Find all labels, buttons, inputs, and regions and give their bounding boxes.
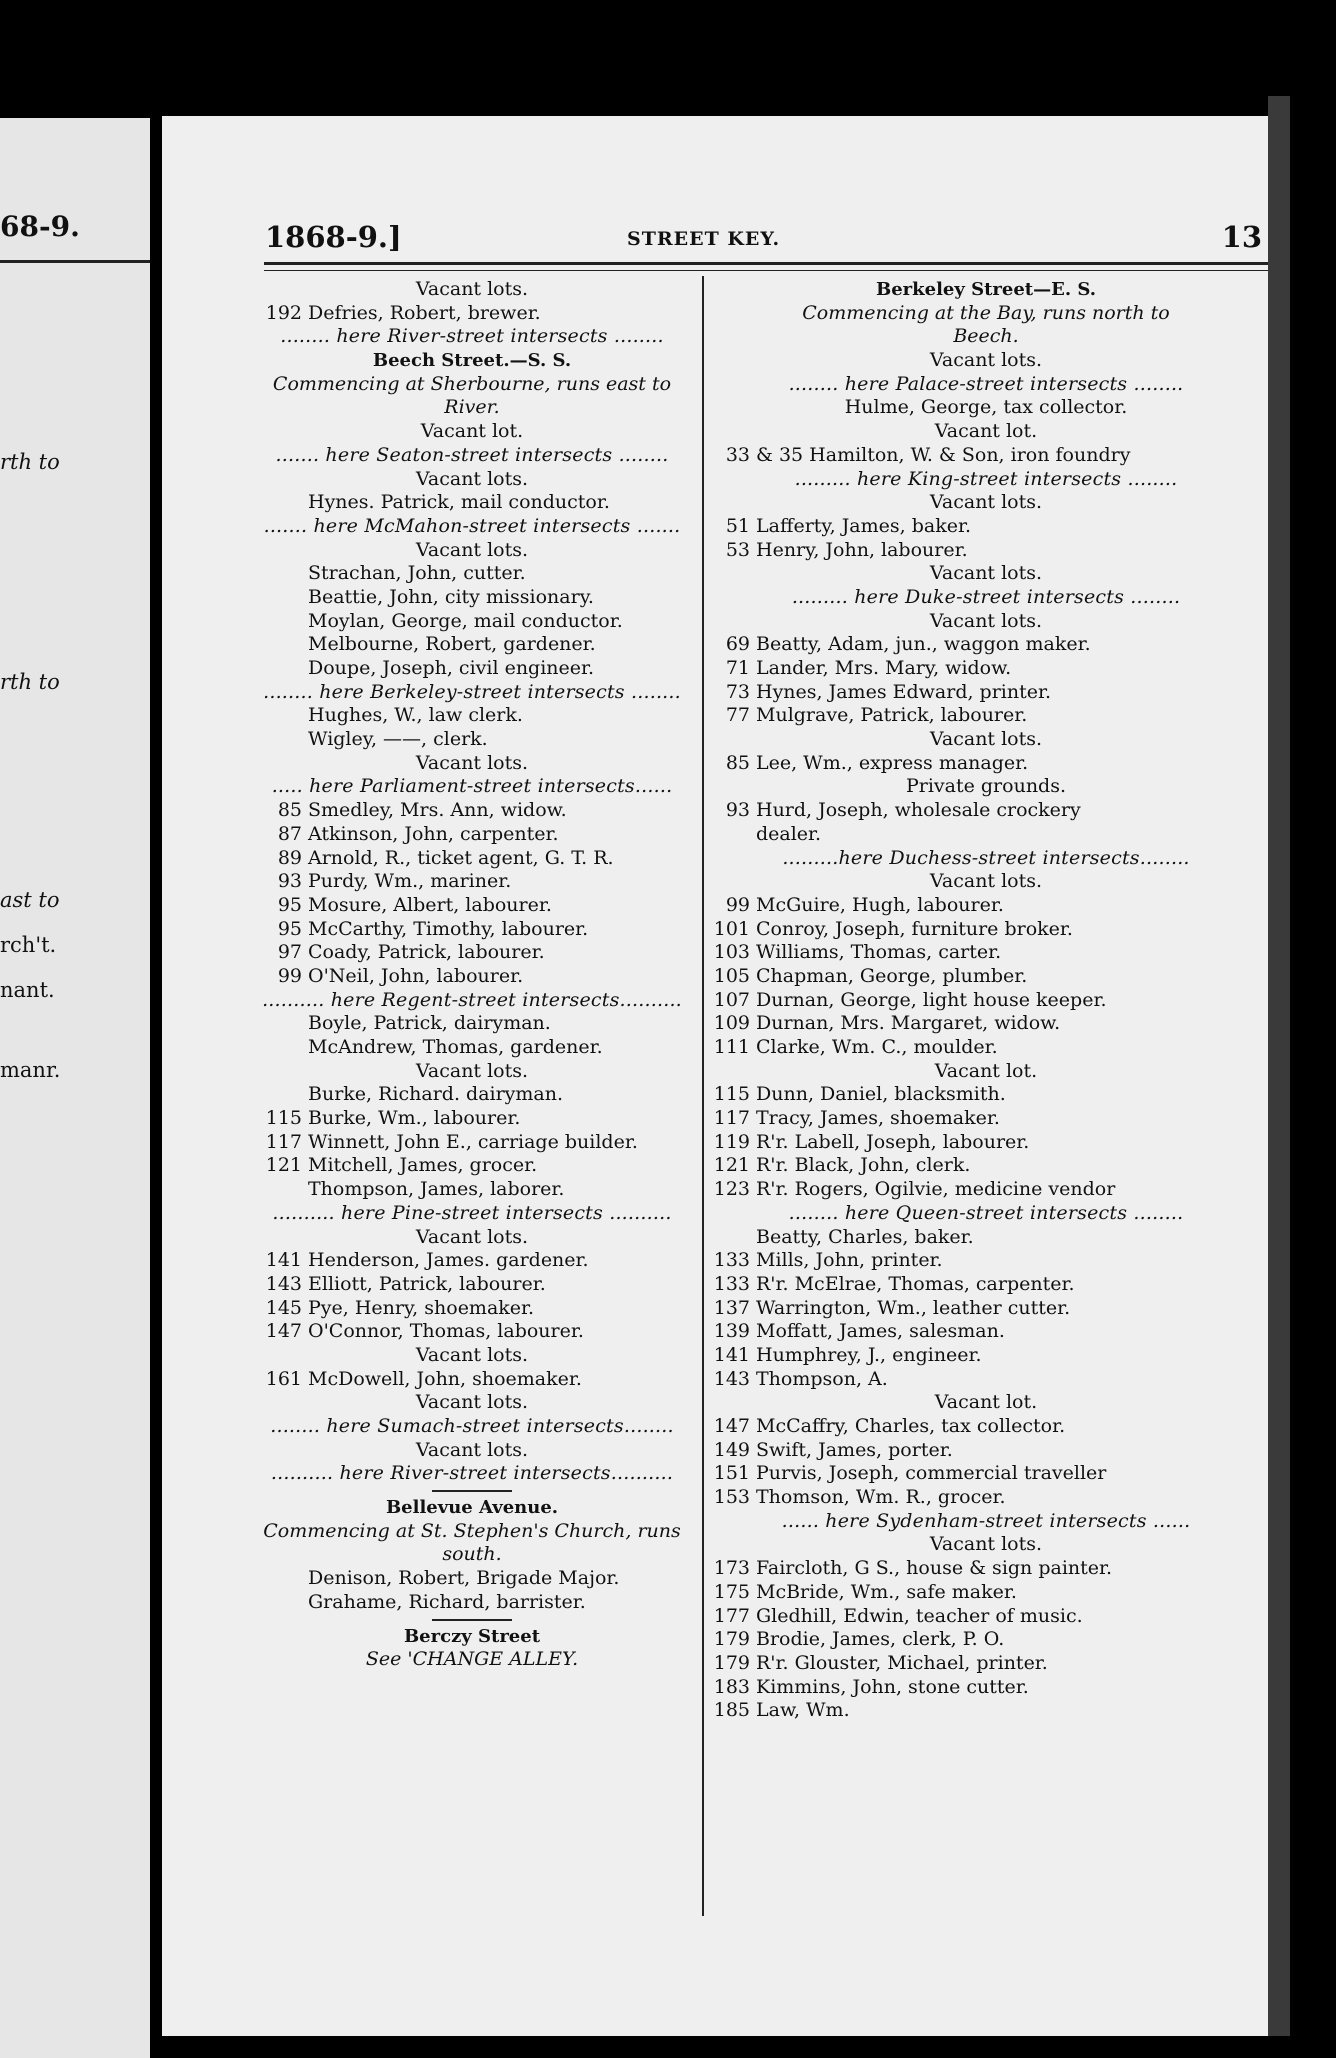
directory-entry: [262, 799, 682, 823]
page-edge-shadow: [1268, 96, 1290, 2036]
entry-text: Burke, Richard. dairyman.: [308, 1083, 564, 1106]
previous-page-fragment: rth to: [0, 450, 60, 474]
entry-text: Atkinson, John, carpenter.: [308, 822, 559, 845]
street-description: Commencing at the Bay, runs north to: [802, 301, 1170, 324]
directory-entry: [710, 823, 1262, 847]
street-description: River.: [444, 396, 500, 419]
entry-text: Doupe, Joseph, civil engineer.: [308, 657, 595, 679]
directory-entry: [710, 1676, 1262, 1700]
entry-text: McBride, Wm., safe maker.: [756, 1580, 1017, 1603]
directory-entry: [262, 894, 682, 918]
page-number: 13: [1221, 220, 1262, 254]
entry-text: Warrington, Wm., leather cutter.: [756, 1296, 1071, 1319]
street-number: 151: [713, 1462, 750, 1485]
entry-text: Defries, Robert, brewer.: [308, 301, 541, 324]
street-description: Beech.: [953, 325, 1019, 348]
entry-text: Denison, Robert, Brigade Major.: [308, 1567, 620, 1590]
directory-entry: [710, 1368, 1262, 1392]
directory-entry: [710, 1178, 1262, 1202]
directory-entry: [262, 847, 682, 871]
directory-entry: [262, 941, 682, 965]
street-number: 53: [725, 538, 750, 561]
entry-text: Strachan, John, cutter.: [308, 562, 526, 585]
entry-text: O'Neil, John, labourer.: [308, 964, 524, 987]
vacant-note: Vacant lots.: [415, 751, 529, 774]
vacant-note: Vacant lots.: [929, 562, 1043, 585]
directory-entry: [710, 1249, 1262, 1273]
intersection-note: ..... here Parliament-street intersects......: [271, 775, 673, 798]
directory-entry: [262, 610, 682, 634]
vacant-note: Private grounds.: [905, 775, 1067, 798]
directory-entry: [710, 1415, 1262, 1439]
street-number: 99: [725, 893, 750, 916]
directory-entry: [710, 1462, 1262, 1486]
entry-text: Conroy, Joseph, furniture broker.: [756, 917, 1073, 940]
street-number: 192: [265, 301, 302, 324]
vacant-note: Vacant lots.: [415, 1225, 529, 1248]
directory-entry: [262, 1320, 682, 1344]
directory-entry: [710, 1273, 1262, 1297]
intersection-note: ........ here Queen-street intersects ........: [788, 1201, 1184, 1224]
vacant-note: Vacant lots.: [415, 1438, 529, 1461]
street-number: 141: [713, 1343, 750, 1366]
entry-text: Winnett, John E., carriage builder.: [308, 1130, 638, 1153]
previous-page-fragment: manr.: [0, 1058, 61, 1082]
intersection-note: ....... here Seaton-street intersects ........: [275, 443, 669, 466]
street-number: 33: [725, 443, 750, 466]
directory-entry: [262, 1131, 682, 1155]
directory-entry: [710, 515, 1262, 539]
street-number: 175: [713, 1580, 750, 1603]
directory-entry: [262, 1297, 682, 1321]
street-number: 89: [277, 846, 302, 869]
intersection-note: .......... here River-street intersects..........: [270, 1462, 674, 1485]
directory-entry: [710, 1154, 1262, 1178]
entry-text: Mills, John, printer.: [756, 1249, 943, 1272]
street-description: See 'CHANGE ALLEY.: [365, 1648, 579, 1671]
directory-entry: [710, 1012, 1262, 1036]
street-number: 149: [713, 1438, 750, 1461]
entry-text: Beattie, John, city missionary.: [308, 585, 594, 608]
street-number: 117: [265, 1130, 302, 1153]
street-number: 77: [725, 704, 750, 727]
entry-text: Henderson, James. gardener.: [308, 1249, 589, 1272]
entry-text: Pye, Henry, shoemaker.: [308, 1296, 535, 1319]
vacant-note: Vacant lots.: [929, 870, 1043, 893]
vacant-note: Vacant lots.: [415, 467, 529, 490]
street-number: 173: [713, 1557, 750, 1580]
vacant-note: Vacant lots.: [929, 609, 1043, 632]
street-number: 179: [713, 1628, 750, 1651]
entry-text: R'r. Black, John, clerk.: [756, 1154, 971, 1177]
street-heading: Bellevue Avenue.: [385, 1497, 559, 1519]
entry-text: Williams, Thomas, carter.: [756, 941, 1002, 964]
entry-text: Kimmins, John, stone cutter.: [756, 1675, 1029, 1698]
entry-text: Smedley, Mrs. Ann, widow.: [308, 799, 567, 822]
entry-text: Arnold, R., ticket agent, G. T. R.: [308, 846, 614, 869]
directory-entry: [262, 1154, 682, 1178]
entry-text: Chapman, George, plumber.: [756, 964, 1028, 987]
entry-text: dealer.: [756, 822, 822, 845]
directory-entry: [710, 799, 1262, 823]
entry-text: Purdy, Wm., mariner.: [308, 870, 512, 893]
street-number: 99: [277, 964, 302, 987]
street-number: 183: [713, 1675, 750, 1698]
directory-entry: [710, 965, 1262, 989]
directory-entry: [710, 1131, 1262, 1155]
vacant-note: Vacant lots.: [929, 349, 1043, 372]
entry-text: Mulgrave, Patrick, labourer.: [756, 704, 1028, 727]
street-number: 121: [713, 1154, 750, 1177]
street-number: 133: [713, 1272, 750, 1295]
entry-text: Burke, Wm., labourer.: [308, 1107, 521, 1130]
previous-page-header: 68-9.: [0, 210, 80, 243]
street-description: Commencing at Sherbourne, runs east to: [272, 372, 672, 395]
street-number: 87: [277, 822, 302, 845]
street-number: 95: [277, 917, 302, 940]
entry-text: Elliott, Patrick, labourer.: [308, 1272, 546, 1295]
entry-text: Lee, Wm., express manager.: [756, 751, 1029, 774]
street-number: 103: [713, 941, 750, 964]
street-number: 139: [713, 1320, 750, 1343]
entry-text: Hughes, W., law clerk.: [308, 704, 523, 727]
intersection-note: ........ here River-street intersects ........: [280, 325, 664, 348]
entry-text: McAndrew, Thomas, gardener.: [308, 1036, 603, 1058]
directory-entry: [262, 1036, 682, 1060]
entry-text: O'Connor, Thomas, labourer.: [308, 1320, 584, 1343]
street-number: 179: [713, 1651, 750, 1674]
directory-entry: [710, 657, 1262, 681]
entry-text: Moffatt, James, salesman.: [756, 1320, 1005, 1343]
vacant-note: Vacant lots.: [929, 491, 1043, 514]
street-number: 93: [725, 799, 750, 822]
directory-entry: [262, 1178, 682, 1202]
street-number: 143: [713, 1367, 750, 1390]
street-heading: Berczy Street: [403, 1625, 541, 1647]
directory-entry: [710, 1344, 1262, 1368]
entry-text: Lander, Mrs. Mary, widow.: [756, 657, 1012, 679]
entry-text: R'r. McElrae, Thomas, carpenter.: [756, 1272, 1075, 1295]
directory-entry: [262, 1249, 682, 1273]
entry-text: Thomson, Wm. R., grocer.: [756, 1486, 1006, 1509]
directory-entry: [262, 302, 682, 326]
directory-entry: [710, 1320, 1262, 1344]
street-description: south.: [442, 1543, 502, 1566]
directory-entry: [710, 1107, 1262, 1131]
directory-entry: [710, 444, 1262, 468]
directory-entry: [262, 657, 682, 681]
entry-text: Lafferty, James, baker.: [756, 514, 972, 537]
street-number: 137: [713, 1296, 750, 1319]
directory-entry: [710, 539, 1262, 563]
directory-entry: [710, 1297, 1262, 1321]
vacant-note: Vacant lots.: [415, 1343, 529, 1366]
vacant-note: Vacant lots.: [415, 538, 529, 561]
previous-page-fragment: nant.: [0, 978, 55, 1002]
entry-text: McDowell, John, shoemaker.: [308, 1367, 582, 1390]
street-number: 73: [725, 680, 750, 703]
entry-text: McCarthy, Timothy, labourer.: [308, 917, 589, 940]
directory-entry: [262, 870, 682, 894]
entry-text: Hynes. Patrick, mail conductor.: [308, 491, 610, 514]
street-description: Commencing at St. Stephen's Church, runs: [263, 1519, 681, 1542]
header-rule: [264, 262, 1268, 265]
street-number: 93: [277, 870, 302, 893]
street-number: 177: [713, 1604, 750, 1627]
intersection-note: ........ here Berkeley-street intersects ........: [263, 680, 681, 703]
street-number: 147: [265, 1320, 302, 1343]
directory-entry: [262, 1591, 682, 1615]
directory-entry: [710, 1036, 1262, 1060]
directory-entry: [262, 633, 682, 657]
directory-entry: [710, 1652, 1262, 1676]
vacant-note: Vacant lot.: [934, 420, 1038, 443]
entry-text: Thompson, A.: [756, 1367, 888, 1390]
street-number: 123: [713, 1178, 750, 1201]
directory-entry: [710, 989, 1262, 1013]
directory-entry: [262, 728, 682, 752]
entry-text: Brodie, James, clerk, P. O.: [756, 1628, 1005, 1651]
vacant-note: Vacant lots.: [929, 728, 1043, 751]
street-number: 147: [713, 1415, 750, 1437]
street-number: 111: [713, 1036, 750, 1058]
vacant-note: Vacant lots.: [415, 1059, 529, 1082]
street-heading: Beech Street.—S. S.: [372, 350, 572, 372]
column-divider: [702, 276, 704, 1916]
entry-text: McCaffry, Charles, tax collector.: [756, 1415, 1066, 1437]
directory-entry: [710, 941, 1262, 965]
directory-entry: [710, 1557, 1262, 1581]
previous-page-fragment: rch't.: [0, 933, 57, 957]
section-rule: [432, 1619, 512, 1621]
intersection-note: .........here Duchess-street intersects........: [782, 846, 1190, 869]
directory-entry: [262, 965, 682, 989]
entry-text: Hynes, James Edward, printer.: [756, 680, 1052, 703]
directory-entry: [710, 681, 1262, 705]
entry-text: Faircloth, G S., house & sign painter.: [756, 1557, 1113, 1580]
entry-text: Clarke, Wm. C., moulder.: [756, 1036, 998, 1058]
directory-entry: [710, 1699, 1262, 1723]
vacant-note: Vacant lots.: [415, 1391, 529, 1414]
directory-entry: [710, 1486, 1262, 1510]
previous-page-fragment: rth to: [0, 670, 60, 694]
entry-text: Durnan, George, light house keeper.: [756, 988, 1107, 1011]
street-number: 143: [265, 1272, 302, 1295]
street-number: 69: [725, 633, 750, 656]
street-number: 51: [725, 514, 750, 537]
directory-entry: [262, 1107, 682, 1131]
street-number: 85: [277, 799, 302, 822]
entry-text: Tracy, James, shoemaker.: [756, 1107, 1000, 1130]
directory-entry: [710, 1083, 1262, 1107]
entry-text: Melbourne, Robert, gardener.: [308, 633, 596, 656]
street-number: 141: [265, 1249, 302, 1272]
street-number: 121: [265, 1154, 302, 1177]
directory-entry: [262, 1368, 682, 1392]
directory-entry: [710, 1628, 1262, 1652]
street-heading: Berkeley Street—E. S.: [876, 279, 1096, 300]
entry-text: Purvis, Joseph, commercial traveller: [756, 1462, 1107, 1485]
street-number: 161: [265, 1367, 302, 1390]
intersection-note: ......... here King-street intersects ........: [794, 467, 1178, 490]
intersection-note: ........ here Palace-street intersects ........: [788, 372, 1184, 395]
previous-page-fragment: ast to: [0, 888, 60, 912]
vacant-note: Vacant lot.: [934, 1059, 1038, 1082]
entry-text: Henry, John, labourer.: [756, 538, 968, 561]
entry-text: R'r. Labell, Joseph, labourer.: [756, 1130, 1030, 1153]
intersection-note: ......... here Duke-street intersects ........: [791, 585, 1181, 608]
directory-page: [162, 116, 1268, 2036]
directory-entry: [262, 1012, 682, 1036]
vacant-note: Vacant lot.: [420, 420, 524, 443]
entry-text: Beatty, Charles, baker.: [756, 1225, 974, 1248]
previous-page-edge: [0, 118, 150, 2058]
directory-entry: [262, 586, 682, 610]
entry-text: Coady, Patrick, labourer.: [308, 941, 545, 964]
entry-text: Swift, James, porter.: [756, 1438, 953, 1461]
entry-text: Humphrey, J., engineer.: [756, 1343, 982, 1366]
directory-entry: [262, 823, 682, 847]
directory-entry: [262, 562, 682, 586]
street-number: 97: [277, 941, 302, 964]
intersection-note: ........ here Sumach-street intersects........: [270, 1415, 674, 1437]
directory-entry: [710, 704, 1262, 728]
street-number: 95: [277, 893, 302, 916]
directory-entry: [710, 633, 1262, 657]
street-number: 145: [265, 1296, 302, 1319]
intersection-note: ....... here McMahon-street intersects .......: [263, 514, 681, 537]
street-number: 107: [713, 988, 750, 1011]
street-number: 133: [713, 1249, 750, 1272]
street-number: 117: [713, 1107, 750, 1130]
entry-text: Mitchell, James, grocer.: [308, 1154, 538, 1177]
entry-text: McGuire, Hugh, labourer.: [756, 893, 1004, 916]
street-number: 85: [725, 751, 750, 774]
directory-entry: Hulme, George, tax collector.: [844, 396, 1128, 419]
directory-entry: [262, 918, 682, 942]
entry-text: Gledhill, Edwin, teacher of music.: [756, 1604, 1083, 1627]
directory-entry: [262, 491, 682, 515]
directory-entry: [262, 1567, 682, 1591]
vacant-note: Vacant lot.: [934, 1391, 1038, 1414]
page-header-title: STREET KEY.: [627, 228, 781, 250]
right-column: [710, 278, 1262, 1723]
entry-text: Durnan, Mrs. Margaret, widow.: [756, 1012, 1061, 1035]
directory-entry: [262, 1083, 682, 1107]
left-column: [262, 278, 682, 1672]
street-number: 101: [713, 917, 750, 940]
directory-entry: [710, 1226, 1262, 1250]
intersection-note: .......... here Regent-street intersects..........: [262, 988, 682, 1011]
vacant-note: Vacant lots.: [929, 1533, 1043, 1556]
directory-entry: [710, 894, 1262, 918]
entry-text: Grahame, Richard, barrister.: [308, 1590, 586, 1613]
directory-entry: [710, 1439, 1262, 1463]
street-number: 115: [265, 1107, 302, 1130]
intersection-note: ...... here Sydenham-street intersects ......: [781, 1509, 1191, 1532]
directory-entry: [710, 918, 1262, 942]
street-number: 105: [713, 964, 750, 987]
intersection-note: .......... here Pine-street intersects ..........: [272, 1201, 672, 1224]
street-number: 153: [713, 1486, 750, 1509]
directory-entry: [710, 752, 1262, 776]
entry-text: Moylan, George, mail conductor.: [308, 609, 623, 632]
entry-text: R'r. Glouster, Michael, printer.: [756, 1651, 1048, 1674]
entry-text: Wigley, ——, clerk.: [308, 728, 488, 751]
entry-text: Mosure, Albert, labourer.: [308, 893, 552, 916]
entry-text: Thompson, James, laborer.: [308, 1178, 565, 1201]
directory-entry: [262, 1273, 682, 1297]
entry-text: Law, Wm.: [756, 1699, 850, 1722]
street-number: 119: [713, 1130, 750, 1153]
section-rule: [432, 1490, 512, 1492]
street-number: 109: [713, 1012, 750, 1035]
previous-page-rule: [0, 260, 150, 263]
entry-text: Beatty, Adam, jun., waggon maker.: [756, 633, 1091, 656]
entry-text: Boyle, Patrick, dairyman.: [308, 1012, 551, 1035]
entry-text: Dunn, Daniel, blacksmith.: [756, 1083, 1006, 1106]
vacant-note: Vacant lots.: [415, 278, 529, 300]
entry-text: Hurd, Joseph, wholesale crockery: [756, 799, 1081, 822]
directory-entry: [262, 704, 682, 728]
directory-entry: [710, 1605, 1262, 1629]
page-header-year: 1868-9.]: [265, 220, 402, 254]
directory-entry: [710, 1581, 1262, 1605]
entry-text: R'r. Rogers, Ogilvie, medicine vendor: [756, 1178, 1116, 1201]
street-number: 185: [713, 1699, 750, 1722]
street-number: 71: [725, 657, 750, 679]
header-rule-thin: [264, 270, 1268, 271]
entry-text: & 35 Hamilton, W. & Son, iron foundry: [756, 443, 1131, 466]
street-number: 115: [713, 1083, 750, 1106]
